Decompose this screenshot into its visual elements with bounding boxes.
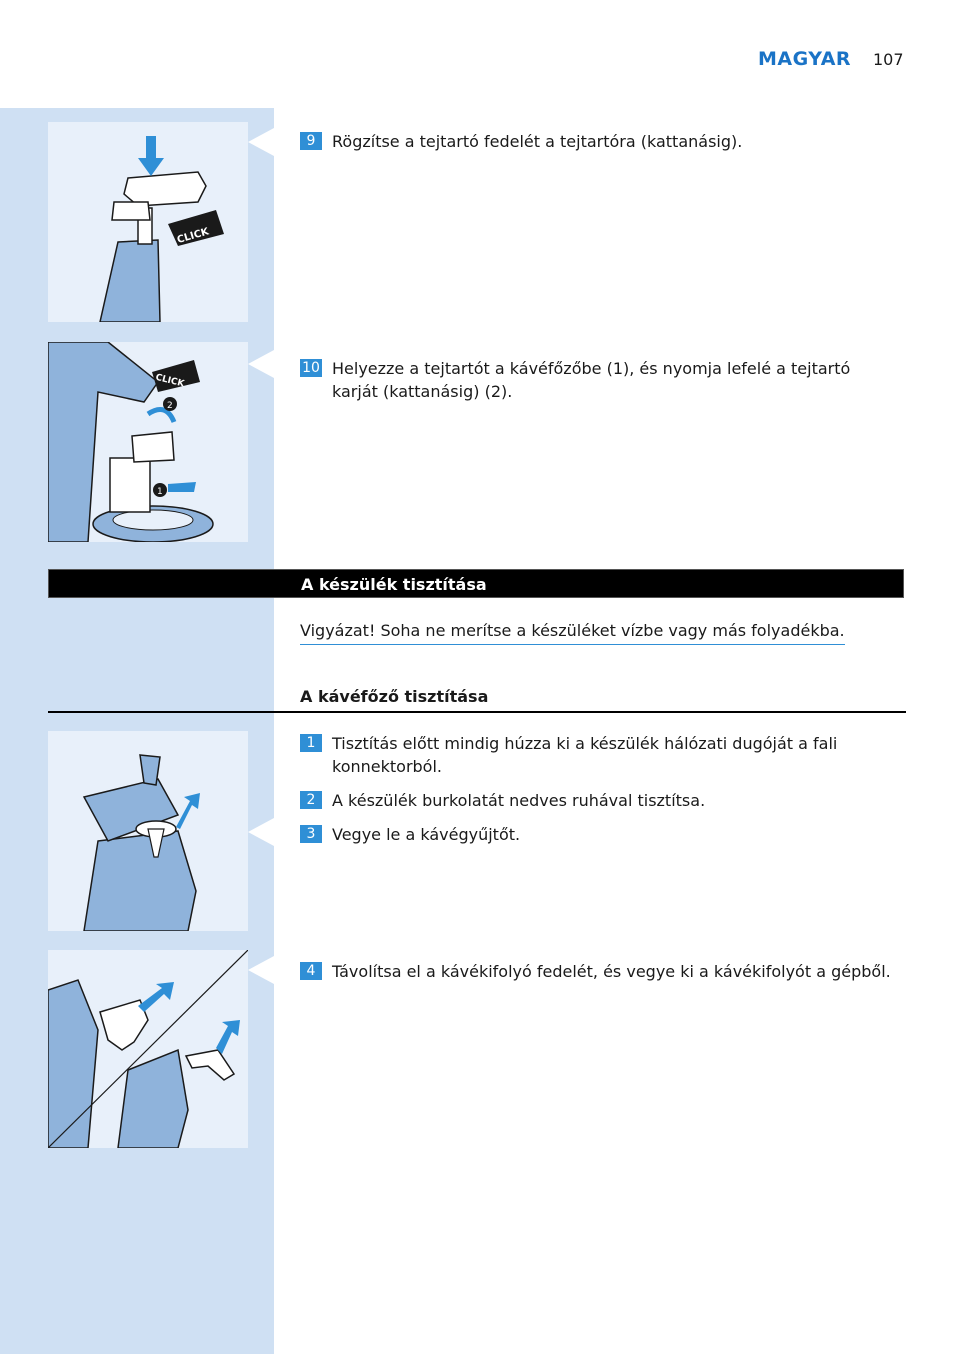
step-text: Tisztítás előtt mindig húzza ki a készülék hálózati dugóját a fali konnektorból.: [332, 734, 838, 776]
step-text: A készülék burkolatát nedves ruhával tisztítsa.: [332, 791, 706, 810]
figure-pointer: [248, 818, 274, 846]
click-label: CLICK: [154, 372, 186, 390]
step-10: [300, 357, 900, 403]
milk-jug-lid-illustration: [48, 122, 248, 322]
cleaning-step-4: [300, 960, 900, 983]
warning-text: Vigyázat! Soha ne merítse a készüléket vízbe vagy más folyadékba.: [300, 620, 845, 645]
language-label: MAGYAR: [758, 48, 852, 70]
figure-milk-jug-insert: [48, 342, 248, 542]
callout-1: 1: [157, 487, 163, 497]
step-number-badge: 4: [300, 962, 322, 980]
figure-pointer: [248, 350, 274, 378]
step-number-badge: 3: [300, 825, 322, 843]
step-text: Rögzítse a tejtartó fedelét a tejtartóra (kattanásig).: [332, 132, 743, 151]
cleaning-step-3: [300, 823, 900, 846]
step-9: [300, 130, 900, 153]
figure-milk-jug-lid: [48, 122, 248, 322]
milk-jug-insert-illustration: [48, 342, 248, 542]
step-text: Helyezze a tejtartót a kávéfőzőbe (1), és nyomja lefelé a tejtartó karját (kattanásig) (2).: [332, 359, 851, 401]
step-number-badge: 10: [300, 359, 322, 377]
cleaning-step-1: [300, 732, 900, 778]
horizontal-rule: [48, 711, 906, 713]
figure-pointer: [248, 128, 274, 156]
page-number: 107: [873, 50, 904, 69]
step-text: Távolítsa el a kávékifolyó fedelét, és vegye ki a kávékifolyót a gépből.: [332, 962, 891, 981]
cleaning-step-2: [300, 789, 900, 812]
step-text: Vegye le a kávégyűjtőt.: [332, 825, 521, 844]
coffee-machine-top-illustration: [48, 731, 248, 931]
step-number-badge: 1: [300, 734, 322, 752]
figure-pointer: [248, 956, 274, 984]
figure-remove-drip-tray: [48, 731, 248, 931]
figure-remove-spout: [48, 950, 248, 1148]
step-number-badge: 9: [300, 132, 322, 150]
step-number-badge: 2: [300, 791, 322, 809]
subheading: A kávéfőző tisztítása: [300, 687, 489, 706]
section-title: A készülék tisztítása: [301, 575, 487, 594]
section-heading-bar: [48, 569, 904, 598]
callout-2: 2: [167, 401, 173, 411]
coffee-spout-illustration: [48, 950, 248, 1148]
click-label: CLICK: [175, 226, 211, 246]
